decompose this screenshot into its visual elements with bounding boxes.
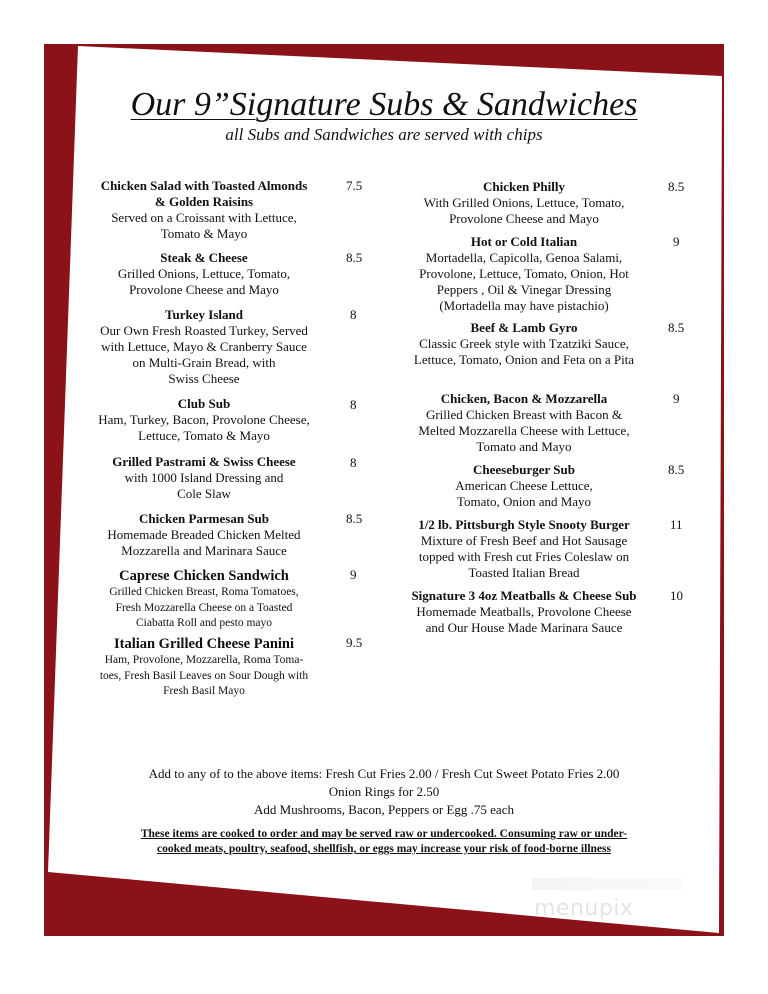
item-description: Mixture of Fresh Beef and Hot Sausage topped with Fresh cut Fries Coleslaw on Toasted Italian Bread [418, 533, 630, 580]
menu-item [86, 250, 322, 298]
item-price: 11 [670, 517, 683, 532]
item-description: Ham, Turkey, Bacon, Provolone Cheese, Lettuce, Tomato & Mayo [98, 412, 310, 443]
addons-note [60, 765, 708, 819]
item-price: 7.5 [346, 178, 363, 193]
item-price: 8.5 [668, 179, 685, 194]
watermark-shadow [532, 878, 682, 890]
item-price: 8.5 [668, 320, 685, 335]
menu-item [86, 307, 322, 387]
menu-item [400, 179, 648, 227]
item-price: 8.5 [668, 462, 685, 477]
item-price: 10 [670, 588, 683, 603]
item-description: Grilled Onions, Lettuce, Tomato, Provolone Cheese and Mayo [117, 266, 291, 297]
item-description: Ham, Provolone, Mozzarella, Roma Toma- toes, Fresh Basil Leaves on Sour Dough with Fresh Basil Mayo [99, 654, 309, 697]
item-description: Homemade Meatballs, Provolone Cheese and Our House Made Marinara Sauce [416, 604, 632, 635]
menu-item [400, 234, 648, 314]
item-name: Chicken, Bacon & Mozzarella [440, 391, 608, 406]
item-name: Hot or Cold Italian [470, 234, 578, 249]
addons-line: Add Mushrooms, Bacon, Peppers or Egg .75 each [254, 802, 514, 817]
menu-title: Our 9”Signature Subs & Sandwiches [130, 86, 638, 123]
item-name: Caprese Chicken Sandwich [119, 568, 289, 584]
food-safety-warning: These items are cooked to order and may be served raw or undercooked. Consuming raw or under- cooked meats, poultry, seafood, shellfish, or eggs may increase your risk of food-borne illness [140, 828, 628, 855]
item-price: 9.5 [346, 635, 363, 650]
item-description: Grilled Chicken Breast with Bacon & Melted Mozzarella Cheese with Lettuce, Tomato and Mayo [418, 407, 630, 454]
item-name: Cheeseburger Sub [473, 462, 575, 477]
addons-line: Add to any of to the above items: Fresh Cut Fries 2.00 / Fresh Cut Sweet Potato Fries 2.00 [148, 766, 620, 781]
item-name: Italian Grilled Cheese Panini [113, 636, 295, 652]
item-price: 8 [350, 455, 357, 470]
item-description: With Grilled Onions, Lettuce, Tomato, Provolone Cheese and Mayo [423, 195, 625, 226]
menu-item [400, 517, 648, 581]
item-description: Homemade Breaded Chicken Melted Mozzarella and Marinara Sauce [107, 527, 301, 558]
item-name: Club Sub [177, 396, 231, 411]
menu-item [400, 462, 648, 510]
item-name: 1/2 lb. Pittsburgh Style Snooty Burger [418, 517, 630, 532]
menu-item [86, 178, 322, 242]
item-description: Grilled Chicken Breast, Roma Tomatoes, Fresh Mozzarella Cheese on a Toasted Ciabatta Roll and pesto mayo [109, 586, 299, 629]
item-description: American Cheese Lettuce, Tomato, Onion and Mayo [455, 478, 593, 509]
menu-item [86, 511, 322, 559]
item-description: Our Own Fresh Roasted Turkey, Served with Lettuce, Mayo & Cranberry Sauce on Multi-Grain Bread, with Swiss Cheese [100, 323, 308, 386]
item-name: Turkey Island [165, 307, 243, 322]
item-price: 8.5 [346, 250, 363, 265]
item-price: 8 [350, 397, 357, 412]
item-description: Classic Greek style with Tzatziki Sauce, Lettuce, Tomato, Onion and Feta on a Pita [413, 336, 635, 367]
item-description: with 1000 Island Dressing and Cole Slaw [124, 470, 284, 501]
item-description: Served on a Croissant with Lettuce, Tomato & Mayo [111, 210, 297, 241]
item-name: Grilled Pastrami & Swiss Cheese [112, 454, 296, 469]
menu-subtitle: all Subs and Sandwiches are served with chips [225, 125, 543, 144]
watermark-logo: menupix [534, 896, 634, 921]
item-description: Mortadella, Capicolla, Genoa Salami, Provolone, Lettuce, Tomato, Onion, Hot Peppers , Oil & Vinegar Dressing (Mortadella may have pistachio) [419, 250, 629, 313]
item-name: Chicken Philly [483, 179, 565, 194]
item-name: Steak & Cheese [160, 250, 248, 265]
menu-item [86, 567, 322, 632]
item-price: 8 [350, 307, 357, 322]
item-price: 8.5 [346, 511, 363, 526]
item-name: Signature 3 4oz Meatballs & Cheese Sub [411, 588, 637, 603]
item-name: Beef & Lamb Gyro [470, 320, 578, 335]
addons-line: Onion Rings for 2.50 [328, 784, 440, 799]
item-name: Chicken Parmesan Sub [138, 511, 270, 526]
menu-item [86, 454, 322, 502]
item-price: 9 [350, 567, 357, 582]
item-price: 9 [673, 234, 680, 249]
menu-item [400, 588, 648, 636]
item-price: 9 [673, 391, 680, 406]
item-name: Chicken Salad with Toasted Almonds & Golden Raisins [100, 178, 308, 209]
menu-item [86, 396, 322, 444]
menu-item [400, 320, 648, 368]
menu-item [400, 391, 648, 455]
menu-item [86, 635, 322, 700]
